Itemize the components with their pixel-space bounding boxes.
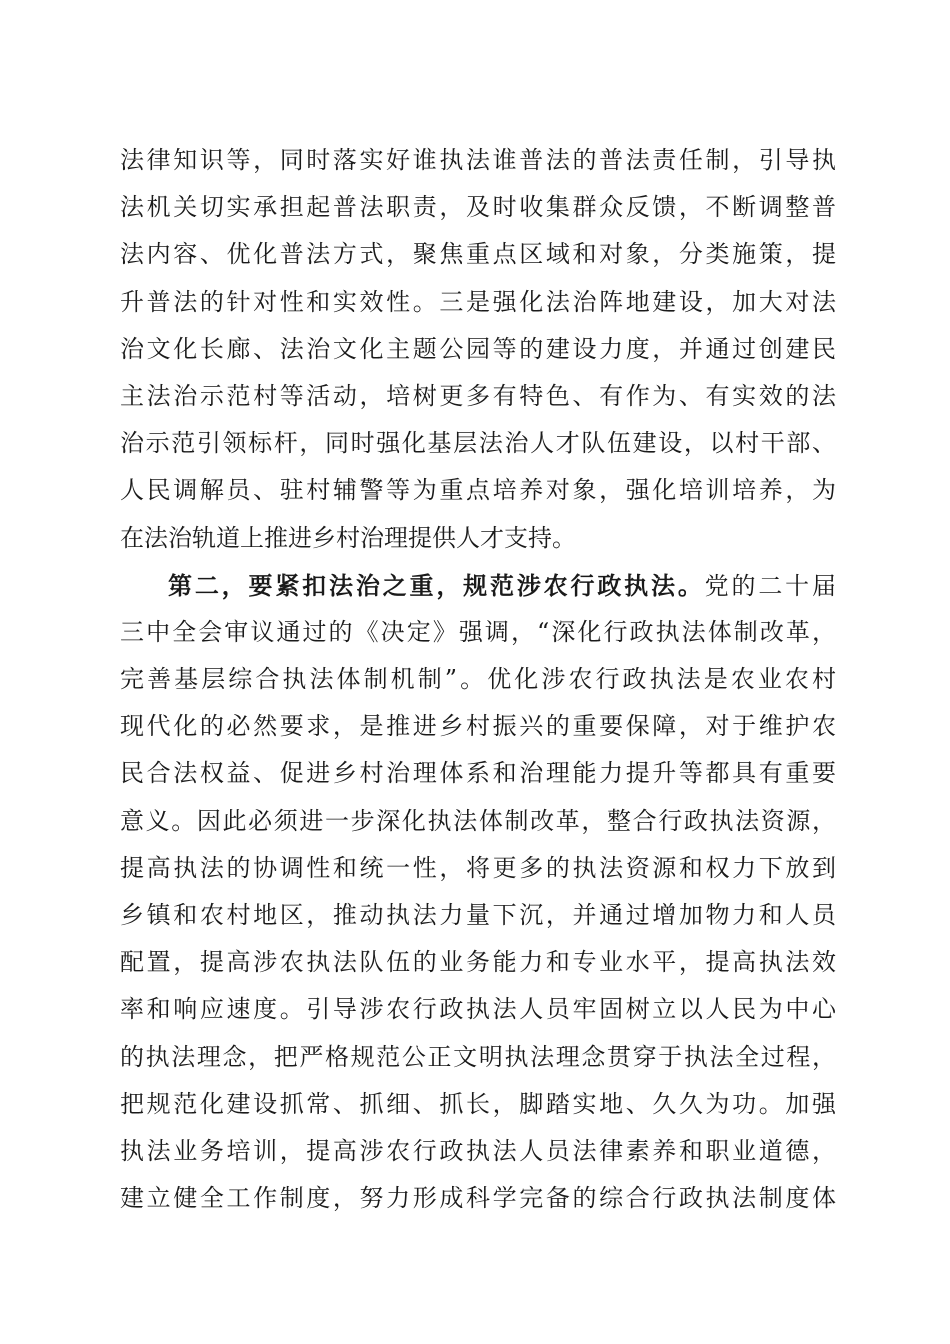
text-line: 民合法权益、促进乡村治理体系和治理能力提升等都具有重要: [120, 759, 836, 788]
text-line: 法机关切实承担起普法职责，及时收集群众反馈，不断调整普: [120, 193, 836, 222]
text-line: 乡镇和农村地区，推动执法力量下沉，并通过增加物力和人员: [120, 901, 836, 929]
text-line: 现代化的必然要求，是推进乡村振兴的重要保障，对于维护农: [120, 712, 836, 741]
text-run: 党的二十届: [704, 571, 837, 600]
text-line: 的执法理念，把严格规范公正文明执法理念贯穿于执法全过程，: [120, 1042, 836, 1071]
text-line: 治文化长廊、法治文化主题公园等的建设力度，并通过创建民: [120, 334, 836, 363]
paragraph-2: [120, 562, 836, 1223]
body-text: [120, 137, 836, 1222]
text-line: 完善基层综合执法体制机制”。优化涉农行政执法是农业农村: [120, 665, 836, 694]
text-line: 把规范化建设抓常、抓细、抓长，脚踏实地、久久为功。加强: [120, 1089, 836, 1118]
text-line: 执法业务培训，提高涉农行政执法人员法律素养和职业道德，: [120, 1136, 836, 1165]
text-line: 治示范引领标杆，同时强化基层法治人才队伍建设，以村干部、: [120, 429, 836, 458]
text-line: 法内容、优化普法方式，聚焦重点区域和对象，分类施策，提: [120, 240, 836, 269]
text-line-first: [120, 562, 836, 609]
text-line: 意义。因此必须进一步深化执法体制改革，整合行政执法资源，: [120, 806, 836, 835]
paragraph-1: [120, 137, 836, 562]
text-line: 升普法的针对性和实效性。三是强化法治阵地建设，加大对法: [120, 287, 836, 316]
text-line: 配置，提高涉农执法队伍的业务能力和专业水平，提高执法效: [120, 948, 836, 977]
paragraph-heading: 第二，要紧扣法治之重，规范涉农行政执法。: [168, 570, 705, 600]
text-line: 提高执法的协调性和统一性，将更多的执法资源和权力下放到: [120, 853, 836, 882]
text-line: 在法治轨道上推进乡村治理提供人才支持。: [120, 523, 576, 552]
text-line: 率和响应速度。引导涉农行政执法人员牢固树立以人民为中心: [120, 995, 836, 1024]
text-line: 主法治示范村等活动，培树更多有特色、有作为、有实效的法: [120, 381, 836, 410]
text-line: 三中全会审议通过的《决定》强调，“深化行政执法体制改革，: [120, 617, 836, 646]
text-line: 法律知识等，同时落实好谁执法谁普法的普法责任制，引导执: [120, 146, 836, 174]
text-line: 建立健全工作制度，努力形成科学完备的综合行政执法制度体: [120, 1184, 836, 1213]
text-line: 人民调解员、驻村辅警等为重点培养对象，强化培训培养，为: [120, 476, 836, 505]
